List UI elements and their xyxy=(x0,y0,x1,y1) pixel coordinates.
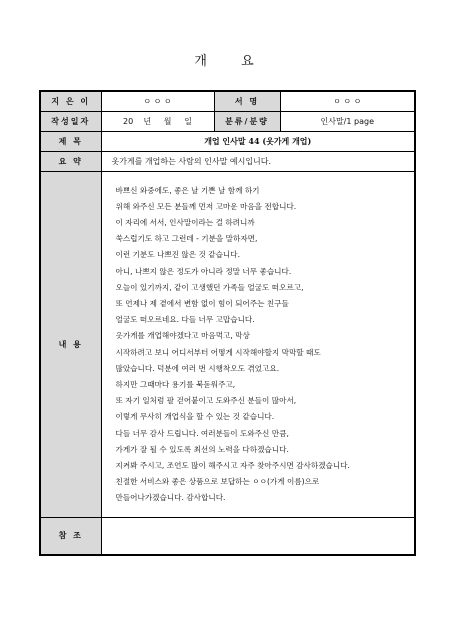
author-label: 지 은 이 xyxy=(40,91,101,111)
content-line: 이 자리에 서서, 인사말이라는 걸 하려니까 xyxy=(115,217,255,227)
signature-value: ㅇ ㅇ ㅇ xyxy=(280,91,415,111)
author-value: ㅇ ㅇ ㅇ xyxy=(101,91,214,111)
reference-row xyxy=(40,517,415,555)
author-row xyxy=(40,91,415,111)
content-line: 시작하려고 보니 어디서부터 어떻게 시작해야할지 막막할 때도 xyxy=(115,347,321,357)
content-line: 아니, 나쁘지 않은 정도가 아니라 정말 너무 좋습니다. xyxy=(115,266,292,276)
reference-value xyxy=(101,517,415,555)
content-line: 얼굴도 떠오르네요. 다들 너무 고맙습니다. xyxy=(115,315,255,325)
content-line: 지켜봐 주시고, 조언도 많이 해주시고 자주 찾아주시면 감사하겠습니다. xyxy=(115,460,350,470)
content-line: 다들 너무 감사 드립니다. 여러분들이 도와주신 만큼, xyxy=(115,428,289,438)
content-line: 또 자기 일처럼 팔 걷어붙이고 도와주신 분들이 많아서, xyxy=(115,396,297,406)
category-value: 인사말/1 page xyxy=(280,111,415,131)
content-line: 바쁘신 와중에도, 좋은 날 기쁜 날 함께 하기 xyxy=(115,185,260,195)
category-label: 분류/분량 xyxy=(214,111,280,131)
content-line: 이렇게 무사히 개업식을 할 수 있는 것 같습니다. xyxy=(115,412,275,422)
content-line: 이런 기분도 나쁘진 않은 것 같습니다. xyxy=(115,250,241,260)
content-line: 위해 와주신 모든 분들께 먼저 고마운 마음을 전합니다. xyxy=(115,201,297,211)
content-line: 친절한 서비스와 좋은 상품으로 보답하는 ㅇㅇ(가게 이름)으로 xyxy=(115,477,320,487)
content-line: 쑥스럽기도 하고 그런데 - 기분을 말하자면, xyxy=(115,234,258,244)
date-row xyxy=(40,111,415,131)
signature-label: 서 명 xyxy=(214,91,280,111)
content-lines xyxy=(116,183,405,507)
subject-value: 개업 인사말 44 (옷가게 개업) xyxy=(101,131,415,151)
content-line: 오늘이 있기까지, 같이 고생했던 가족들 얼굴도 떠오르고, xyxy=(115,282,304,292)
content-line: 옷가게를 개업해야겠다고 마음먹고, 막상 xyxy=(115,331,250,341)
content-line: 만들어나가겠습니다. 감사합니다. xyxy=(115,493,226,503)
subject-row xyxy=(40,131,415,151)
summary-value: 옷가게를 개업하는 사람의 인사말 예시입니다. xyxy=(101,151,415,171)
summary-label: 요 약 xyxy=(40,151,101,171)
summary-row xyxy=(40,151,415,171)
content-row xyxy=(40,171,415,517)
subject-label: 제 목 xyxy=(40,131,101,151)
content-line: 하지만 그때마다 용기를 북돋워주고, xyxy=(115,379,236,389)
summary-form xyxy=(39,90,416,556)
document-title: 개 요 xyxy=(194,54,256,69)
content-label: 내 용 xyxy=(40,171,101,517)
date-label: 작성일자 xyxy=(40,111,101,131)
reference-label: 참 조 xyxy=(40,517,101,555)
date-value: 20 년 월 일 xyxy=(101,111,214,131)
content-line: 또 언제나 제 곁에서 변함 없이 힘이 되어주는 친구들 xyxy=(115,298,289,308)
content-line: 가게가 잘 될 수 있도록 최선의 노력을 다하겠습니다. xyxy=(115,444,289,454)
content-body xyxy=(101,171,415,517)
content-line: 많았습니다. 덕분에 여러 번 시행착오도 겪었고요. xyxy=(115,363,280,373)
